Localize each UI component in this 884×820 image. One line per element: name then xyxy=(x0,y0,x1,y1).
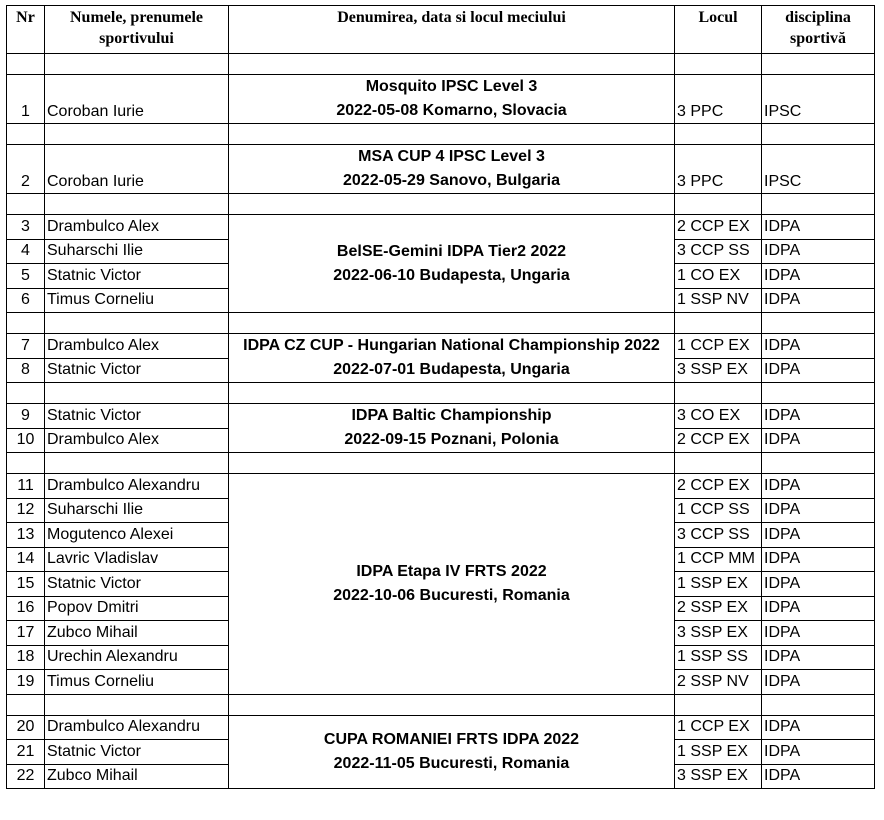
row-discipline: IDPA xyxy=(762,715,875,740)
empty-cell xyxy=(7,124,45,145)
empty-cell xyxy=(762,383,875,404)
row-place: 1 SSP SS xyxy=(675,645,762,670)
row-nr: 8 xyxy=(7,358,45,383)
empty-cell xyxy=(675,453,762,474)
spacer-row xyxy=(7,694,875,715)
row-place: 3 SSP EX xyxy=(675,764,762,789)
table-row xyxy=(7,145,875,194)
row-name: Zubco Mihail xyxy=(45,621,229,646)
spacer-row xyxy=(7,124,875,145)
empty-cell xyxy=(762,54,875,75)
row-nr: 5 xyxy=(7,264,45,289)
header-name xyxy=(45,6,229,54)
header-discipline-line1: disciplina xyxy=(785,9,851,26)
row-nr: 20 xyxy=(7,715,45,740)
event-cell xyxy=(229,715,675,789)
row-name: Statnic Victor xyxy=(45,740,229,765)
empty-cell xyxy=(7,383,45,404)
empty-cell xyxy=(229,194,675,215)
row-discipline: IDPA xyxy=(762,572,875,597)
empty-cell xyxy=(675,124,762,145)
row-discipline: IDPA xyxy=(762,404,875,429)
row-nr: 18 xyxy=(7,645,45,670)
row-nr: 12 xyxy=(7,498,45,523)
row-nr: 3 xyxy=(7,215,45,240)
row-place: 3 SSP EX xyxy=(675,358,762,383)
row-place: 1 CO EX xyxy=(675,264,762,289)
row-nr: 22 xyxy=(7,764,45,789)
row-nr: 13 xyxy=(7,523,45,548)
event-title: MSA CUP 4 IPSC Level 3 xyxy=(358,148,545,165)
empty-cell xyxy=(45,194,229,215)
row-discipline: IDPA xyxy=(762,239,875,264)
row-name: Drambulco Alexandru xyxy=(45,715,229,740)
row-discipline: IDPA xyxy=(762,288,875,313)
row-name: Timus Corneliu xyxy=(45,288,229,313)
row-place: 3 PPC xyxy=(675,75,762,124)
row-discipline: IPSC xyxy=(762,75,875,124)
event-title: IDPA CZ CUP - Hungarian National Championship 2022 xyxy=(243,337,660,354)
row-name: Statnic Victor xyxy=(45,358,229,383)
row-nr: 2 xyxy=(7,145,45,194)
row-nr: 11 xyxy=(7,474,45,499)
row-name: Drambulco Alex xyxy=(45,428,229,453)
row-discipline: IDPA xyxy=(762,621,875,646)
row-nr: 15 xyxy=(7,572,45,597)
event-cell xyxy=(229,474,675,695)
empty-cell xyxy=(762,124,875,145)
row-place: 1 CCP EX xyxy=(675,334,762,359)
empty-cell xyxy=(675,54,762,75)
empty-cell xyxy=(675,313,762,334)
row-nr: 16 xyxy=(7,596,45,621)
row-name: Coroban Iurie xyxy=(45,75,229,124)
row-place: 3 PPC xyxy=(675,145,762,194)
empty-cell xyxy=(762,194,875,215)
row-discipline: IDPA xyxy=(762,670,875,695)
row-place: 1 CCP MM xyxy=(675,547,762,572)
row-discipline: IDPA xyxy=(762,334,875,359)
spacer-row xyxy=(7,194,875,215)
row-nr: 9 xyxy=(7,404,45,429)
spacer-row xyxy=(7,383,875,404)
event-details: 2022-05-29 Sanovo, Bulgaria xyxy=(343,172,560,189)
row-place: 3 SSP EX xyxy=(675,621,762,646)
row-name: Zubco Mihail xyxy=(45,764,229,789)
row-name: Coroban Iurie xyxy=(45,145,229,194)
empty-cell xyxy=(45,54,229,75)
empty-cell xyxy=(229,124,675,145)
empty-cell xyxy=(7,694,45,715)
row-nr: 19 xyxy=(7,670,45,695)
event-title: IDPA Baltic Championship xyxy=(351,407,552,424)
table-row xyxy=(7,715,875,740)
row-nr: 21 xyxy=(7,740,45,765)
header-discipline-line2: sportivă xyxy=(790,30,846,47)
empty-cell xyxy=(229,453,675,474)
row-place: 2 SSP NV xyxy=(675,670,762,695)
row-name: Popov Dmitri xyxy=(45,596,229,621)
row-nr: 7 xyxy=(7,334,45,359)
header-row xyxy=(7,6,875,54)
row-discipline: IDPA xyxy=(762,358,875,383)
table-row xyxy=(7,334,875,359)
empty-cell xyxy=(762,453,875,474)
row-name: Suharschi Ilie xyxy=(45,239,229,264)
spacer-row xyxy=(7,54,875,75)
row-place: 3 CCP SS xyxy=(675,523,762,548)
row-name: Lavric Vladislav xyxy=(45,547,229,572)
row-nr: 10 xyxy=(7,428,45,453)
header-place-label: Locul xyxy=(698,9,738,26)
event-cell xyxy=(229,75,675,124)
row-name: Drambulco Alex xyxy=(45,215,229,240)
event-details: 2022-10-06 Bucuresti, Romania xyxy=(333,586,570,604)
row-discipline: IDPA xyxy=(762,645,875,670)
header-event xyxy=(229,6,675,54)
event-details: 2022-09-15 Poznani, Polonia xyxy=(344,431,559,448)
row-place: 2 SSP EX xyxy=(675,596,762,621)
empty-cell xyxy=(675,383,762,404)
event-title: Mosquito IPSC Level 3 xyxy=(365,78,538,95)
empty-cell xyxy=(45,313,229,334)
empty-cell xyxy=(7,194,45,215)
row-name: Urechin Alexandru xyxy=(45,645,229,670)
empty-cell xyxy=(45,383,229,404)
row-name: Statnic Victor xyxy=(45,264,229,289)
table-row xyxy=(7,75,875,124)
row-discipline: IDPA xyxy=(762,215,875,240)
spacer-row xyxy=(7,313,875,334)
row-place: 2 CCP EX xyxy=(675,428,762,453)
row-discipline: IDPA xyxy=(762,523,875,548)
row-place: 1 SSP NV xyxy=(675,288,762,313)
empty-cell xyxy=(229,54,675,75)
row-name: Statnic Victor xyxy=(45,404,229,429)
table-row xyxy=(7,404,875,429)
row-discipline: IPSC xyxy=(762,145,875,194)
event-details: 2022-06-10 Budapesta, Ungaria xyxy=(333,266,570,284)
row-discipline: IDPA xyxy=(762,498,875,523)
empty-cell xyxy=(675,194,762,215)
empty-cell xyxy=(675,694,762,715)
results-body xyxy=(7,54,875,789)
empty-cell xyxy=(762,694,875,715)
row-name: Drambulco Alex xyxy=(45,334,229,359)
row-place: 1 CCP EX xyxy=(675,715,762,740)
event-title: BelSE-Gemini IDPA Tier2 2022 xyxy=(336,242,567,260)
event-details: 2022-07-01 Budapesta, Ungaria xyxy=(333,361,570,378)
header-nr-label: Nr xyxy=(16,9,35,26)
row-discipline: IDPA xyxy=(762,764,875,789)
event-cell xyxy=(229,145,675,194)
row-discipline: IDPA xyxy=(762,740,875,765)
row-name: Mogutenco Alexei xyxy=(45,523,229,548)
empty-cell xyxy=(7,54,45,75)
row-name: Timus Corneliu xyxy=(45,670,229,695)
empty-cell xyxy=(762,313,875,334)
row-discipline: IDPA xyxy=(762,596,875,621)
row-place: 1 SSP EX xyxy=(675,572,762,597)
header-nr xyxy=(7,6,45,54)
row-nr: 1 xyxy=(7,75,45,124)
row-place: 3 CCP SS xyxy=(675,239,762,264)
row-place: 1 SSP EX xyxy=(675,740,762,765)
event-title: IDPA Etapa IV FRTS 2022 xyxy=(356,562,547,580)
table-row xyxy=(7,474,875,499)
empty-cell xyxy=(45,124,229,145)
row-nr: 17 xyxy=(7,621,45,646)
empty-cell xyxy=(229,383,675,404)
results-table xyxy=(6,5,875,789)
row-place: 2 CCP EX xyxy=(675,215,762,240)
row-discipline: IDPA xyxy=(762,547,875,572)
empty-cell xyxy=(7,453,45,474)
empty-cell xyxy=(45,694,229,715)
event-details: 2022-11-05 Bucuresti, Romania xyxy=(333,754,570,772)
row-name: Drambulco Alexandru xyxy=(45,474,229,499)
row-nr: 14 xyxy=(7,547,45,572)
row-discipline: IDPA xyxy=(762,428,875,453)
row-nr: 4 xyxy=(7,239,45,264)
row-nr: 6 xyxy=(7,288,45,313)
spacer-row xyxy=(7,453,875,474)
event-title: CUPA ROMANIEI FRTS IDPA 2022 xyxy=(323,730,580,748)
empty-cell xyxy=(45,453,229,474)
row-discipline: IDPA xyxy=(762,264,875,289)
table-row xyxy=(7,215,875,240)
event-cell xyxy=(229,334,675,383)
row-place: 1 CCP SS xyxy=(675,498,762,523)
header-place xyxy=(675,6,762,54)
row-place: 2 CCP EX xyxy=(675,474,762,499)
header-event-label: Denumirea, data si locul meciului xyxy=(337,9,566,26)
event-details: 2022-05-08 Komarno, Slovacia xyxy=(336,102,567,119)
empty-cell xyxy=(229,313,675,334)
row-discipline: IDPA xyxy=(762,474,875,499)
empty-cell xyxy=(229,694,675,715)
empty-cell xyxy=(7,313,45,334)
event-cell xyxy=(229,215,675,313)
row-name: Statnic Victor xyxy=(45,572,229,597)
event-cell xyxy=(229,404,675,453)
header-name-line1: Numele, prenumele xyxy=(69,9,203,26)
header-name-line2: sportivului xyxy=(99,30,174,47)
row-place: 3 CO EX xyxy=(675,404,762,429)
header-discipline xyxy=(762,6,875,54)
row-name: Suharschi Ilie xyxy=(45,498,229,523)
